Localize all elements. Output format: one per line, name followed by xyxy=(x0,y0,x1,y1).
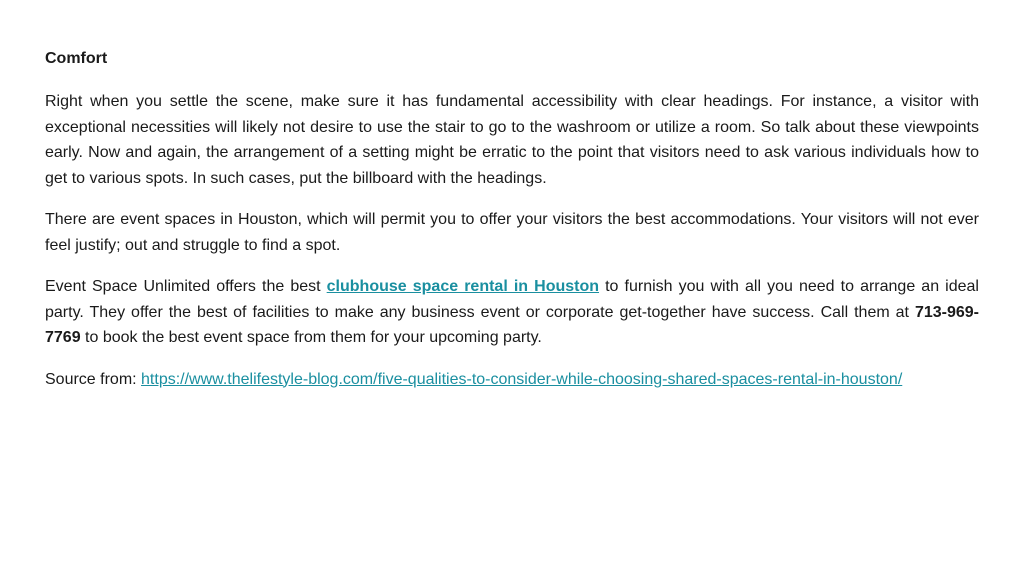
paragraph-text-start: Event Space Unlimited offers the best xyxy=(45,278,327,295)
paragraph-event-spaces: There are event spaces in Houston, which will permit you to offer your visitors the best accommodations. Your visitors will not ever feel justify; out and struggle to find a spot. xyxy=(45,211,979,254)
clubhouse-rental-link[interactable]: clubhouse space rental in Houston xyxy=(326,278,600,295)
phone-number: 713-969-7769 xyxy=(45,303,979,346)
source-label: Source from: xyxy=(45,370,142,388)
paragraph-accessibility: Right when you settle the scene, make sure it has fundamental accessibility with clear headings. For instance, a visitor with exceptional necessities will likely not desire to use the stair to go to the washroom or utilize a room. So talk about these viewpoints early. Now and again, the arrangement of a setting might be erratic to the point that visitors need to ask various individuals how to get to various spots. In such cases, put the billboard with the headings. xyxy=(45,93,979,187)
source-line xyxy=(45,367,979,393)
paragraph-event-space-unlimited xyxy=(45,274,979,351)
source-url-link[interactable]: https://www.thelifestyle-blog.com/five-qualities-to-consider-while-choosing-shared-spaces-rental-in-houston/ xyxy=(141,370,903,388)
section-heading: Comfort xyxy=(45,50,108,67)
paragraph-text-middle: to furnish you with all you need to arrange an ideal party. They offer the best of facilities to make any business event or corporate get-together have success. Call them at xyxy=(45,278,979,321)
paragraph-text-end: to book the best event space from them for your upcoming party. xyxy=(80,329,542,346)
